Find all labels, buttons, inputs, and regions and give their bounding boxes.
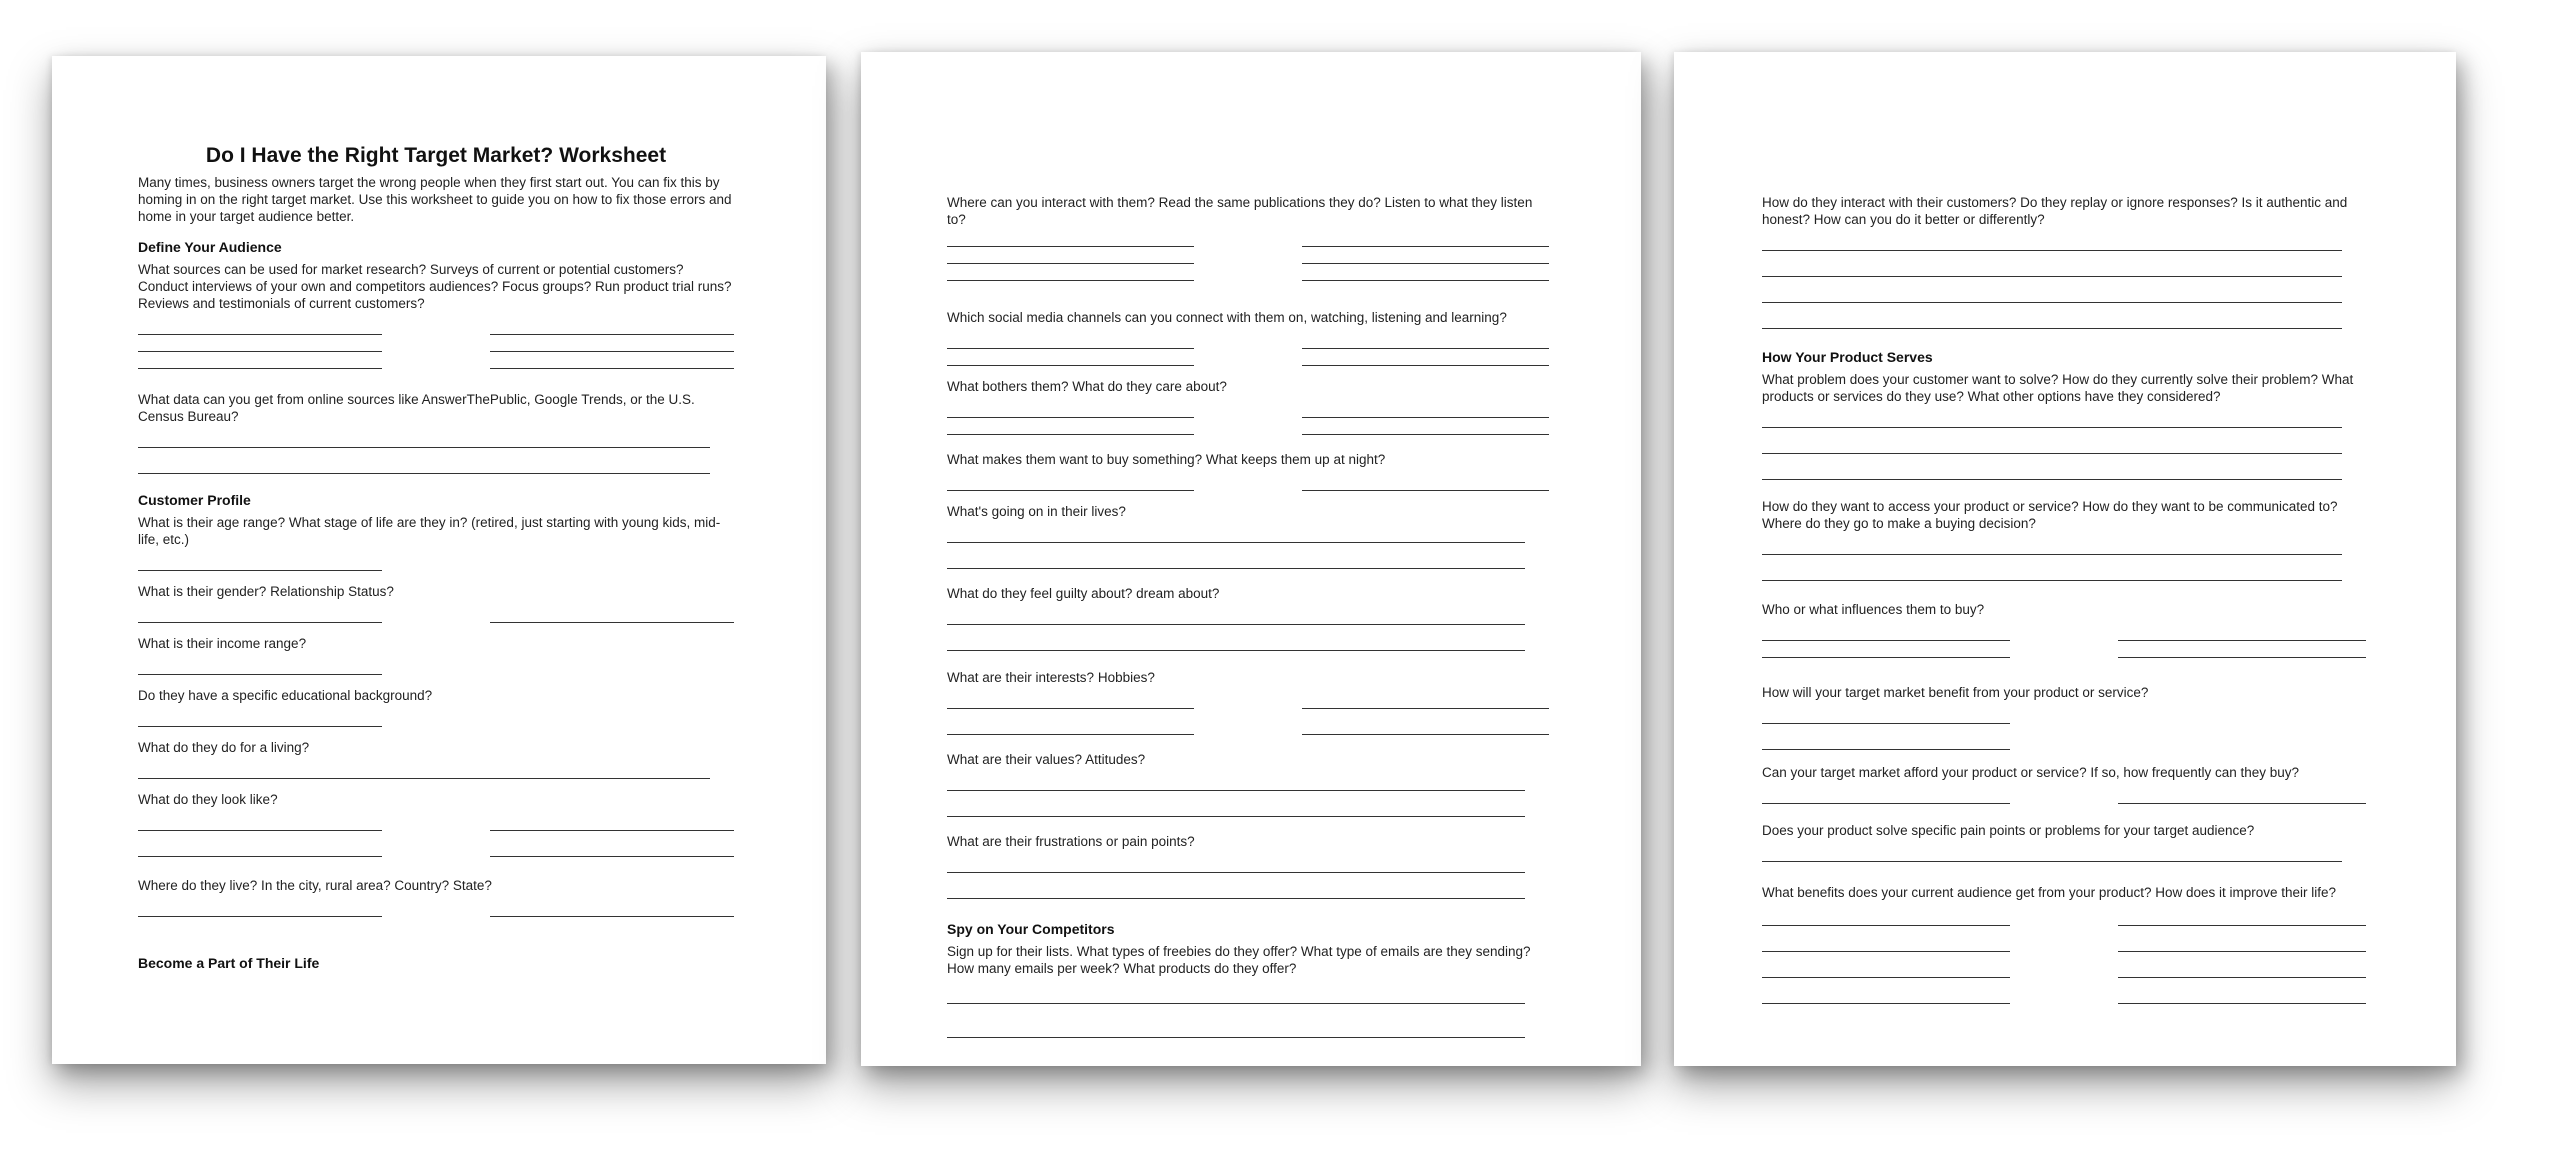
answer-line[interactable] [1302, 280, 1549, 281]
worksheet-page-1 [52, 56, 826, 1064]
answer-line[interactable] [2118, 803, 2366, 804]
answer-lines [947, 692, 1549, 735]
answer-line[interactable] [1302, 246, 1549, 247]
question-bothers: What bothers them? What do they care about? [947, 379, 1227, 394]
answer-lines [947, 774, 1549, 817]
answer-line[interactable] [2118, 951, 2366, 952]
question-pain-points: Does your product solve specific pain points or problems for your target audience? [1762, 823, 2255, 838]
answer-lines [138, 814, 734, 857]
answer-line[interactable] [2118, 640, 2366, 641]
answer-line[interactable] [1762, 951, 2010, 952]
page-title: Do I Have the Right Target Market? Worksheet [205, 144, 667, 167]
answer-line[interactable] [138, 570, 382, 571]
answer-line[interactable] [947, 365, 1194, 366]
question-influences: Who or what influences them to buy? [1762, 602, 1985, 617]
answer-line[interactable] [490, 856, 734, 857]
answer-line[interactable] [947, 708, 1194, 709]
answer-line[interactable] [138, 622, 382, 623]
answer-line[interactable] [947, 280, 1194, 281]
answer-line[interactable] [947, 816, 1525, 817]
worksheet-page-3 [1674, 52, 2456, 1066]
answer-line[interactable] [1302, 348, 1549, 349]
answer-line[interactable] [947, 734, 1194, 735]
section-heading-customer-profile: Customer Profile [138, 492, 251, 508]
question-problem: What problem does your customer want to solve? How do they currently solve their problem? What products or services do they use? What other options have they considered? [1762, 372, 2354, 404]
answer-lines [1762, 845, 2366, 862]
answer-lines [1762, 411, 2366, 480]
worksheet-page-2 [861, 52, 1641, 1066]
answer-lines [947, 230, 1549, 281]
answer-line[interactable] [490, 351, 734, 352]
answer-line[interactable] [1302, 365, 1549, 366]
answer-line[interactable] [2118, 1003, 2366, 1004]
answer-line[interactable] [490, 334, 734, 335]
question-buy-motivation: What makes them want to buy something? What keeps them up at night? [947, 452, 1386, 467]
answer-line[interactable] [1762, 803, 2010, 804]
question-lives: What's going on in their lives? [947, 504, 1126, 519]
answer-line[interactable] [490, 622, 734, 623]
answer-lines [138, 762, 734, 779]
question-occupation: What do they do for a living? [138, 740, 310, 755]
answer-line[interactable] [1762, 749, 2010, 750]
answer-line[interactable] [1762, 723, 2010, 724]
answer-line[interactable] [947, 348, 1194, 349]
answer-line[interactable] [1302, 734, 1549, 735]
answer-line[interactable] [138, 726, 382, 727]
question-income: What is their income range? [138, 636, 307, 651]
section-heading-spy-competitors: Spy on Your Competitors [947, 921, 1115, 937]
answer-line[interactable] [1302, 708, 1549, 709]
answer-line[interactable] [138, 916, 382, 917]
answer-lines [947, 401, 1549, 435]
answer-line[interactable] [1762, 925, 2010, 926]
answer-line[interactable] [947, 898, 1525, 899]
question-gender: What is their gender? Relationship Status? [138, 584, 394, 599]
answer-line[interactable] [1762, 302, 2342, 303]
section-heading-product-serves: How Your Product Serves [1762, 349, 1933, 365]
question-online-data: What data can you get from online sources like AnswerThePublic, Google Trends, or the U.S. Census Bureau? [138, 392, 695, 424]
answer-line[interactable] [138, 334, 382, 335]
answer-line[interactable] [947, 872, 1525, 873]
answer-line[interactable] [1762, 427, 2342, 428]
answer-line[interactable] [490, 830, 734, 831]
answer-line[interactable] [947, 490, 1194, 491]
answer-lines [1762, 909, 2366, 1004]
answer-line[interactable] [138, 368, 382, 369]
answer-line[interactable] [138, 447, 710, 448]
answer-lines [1762, 707, 2366, 750]
answer-lines [947, 474, 1549, 491]
question-education: Do they have a specific educational background? [138, 688, 433, 703]
answer-line[interactable] [947, 417, 1194, 418]
question-appearance: What do they look like? [138, 792, 278, 807]
answer-line[interactable] [1302, 417, 1549, 418]
answer-lines [138, 658, 734, 675]
answer-line[interactable] [947, 1037, 1525, 1038]
question-guilty: What do they feel guilty about? dream about? [947, 586, 1220, 601]
answer-lines [138, 554, 734, 571]
question-interests: What are their interests? Hobbies? [947, 670, 1155, 685]
answer-line[interactable] [947, 263, 1194, 264]
answer-line[interactable] [2118, 657, 2366, 658]
question-afford: Can your target market afford your product or service? If so, how frequently can they buy? [1762, 765, 2300, 780]
question-interact: Where can you interact with them? Read the same publications they do? Listen to what they listen to? [947, 195, 1533, 227]
answer-line[interactable] [947, 790, 1525, 791]
answer-line[interactable] [947, 568, 1525, 569]
answer-lines [1762, 234, 2366, 329]
answer-line[interactable] [138, 674, 382, 675]
answer-line[interactable] [1762, 640, 2010, 641]
answer-lines [947, 987, 1549, 1038]
answer-line[interactable] [1762, 580, 2342, 581]
answer-lines [947, 608, 1549, 651]
answer-line[interactable] [490, 916, 734, 917]
answer-lines [138, 318, 734, 369]
answer-line[interactable] [2118, 925, 2366, 926]
answer-line[interactable] [138, 473, 710, 474]
answer-lines [947, 526, 1549, 569]
answer-lines [138, 900, 734, 917]
question-benefit: How will your target market benefit from your product or service? [1762, 685, 2149, 700]
question-age: What is their age range? What stage of life are they in? (retired, just starting with young kids, mid-life, etc.) [138, 515, 721, 547]
answer-line[interactable] [1302, 263, 1549, 264]
answer-line[interactable] [1762, 554, 2342, 555]
answer-line[interactable] [138, 830, 382, 831]
answer-line[interactable] [947, 246, 1194, 247]
question-frustrations: What are their frustrations or pain points? [947, 834, 1195, 849]
question-customer-interaction: How do they interact with their customers? Do they replay or ignore responses? Is it authentic and honest? How can you do it better or differently? [1762, 195, 2348, 227]
question-values: What are their values? Attitudes? [947, 752, 1146, 767]
answer-line[interactable] [947, 542, 1525, 543]
answer-line[interactable] [1762, 453, 2342, 454]
question-location: Where do they live? In the city, rural area? Country? State? [138, 878, 492, 893]
answer-line[interactable] [1762, 657, 2010, 658]
section-heading-define-audience: Define Your Audience [138, 239, 282, 255]
answer-lines [138, 431, 734, 474]
answer-line[interactable] [490, 368, 734, 369]
answer-lines [1762, 787, 2366, 804]
answer-line[interactable] [947, 1003, 1525, 1004]
answer-line[interactable] [947, 650, 1525, 651]
answer-lines [947, 856, 1549, 899]
answer-line[interactable] [947, 434, 1194, 435]
question-research-sources: What sources can be used for market research? Surveys of current or potential customers? Conduct interviews of your own and competitors audiences? Focus groups? Run product trial runs? Reviews and testimonials of current customers? [138, 262, 732, 311]
answer-line[interactable] [1302, 434, 1549, 435]
answer-lines [1762, 624, 2366, 658]
answer-line[interactable] [1762, 250, 2342, 251]
answer-line[interactable] [138, 351, 382, 352]
answer-line[interactable] [1762, 479, 2342, 480]
answer-line[interactable] [2118, 977, 2366, 978]
answer-line[interactable] [1762, 276, 2342, 277]
question-competitor-lists: Sign up for their lists. What types of freebies do they offer? What type of emails are they sending? How many emails per week? What products do they offer? [947, 944, 1531, 976]
answer-line[interactable] [1762, 1003, 2010, 1004]
question-access: How do they want to access your product or service? How do they want to be communicated to? Where do they go to make a buying decision? [1762, 499, 2338, 531]
answer-line[interactable] [1302, 490, 1549, 491]
question-social-media: Which social media channels can you connect with them on, watching, listening and learning? [947, 310, 1507, 325]
answer-lines [947, 332, 1549, 366]
answer-line[interactable] [947, 624, 1525, 625]
answer-lines [138, 710, 734, 727]
intro-paragraph: Many times, business owners target the wrong people when they first start out. You can fix this by homing in on the right target market. Use this worksheet to guide you on how to fix those errors and home in your target audience better. [138, 175, 732, 224]
answer-lines [138, 606, 734, 623]
answer-line[interactable] [1762, 328, 2342, 329]
question-audience-benefits: What benefits does your current audience get from your product? How does it improve their life? [1762, 885, 2337, 900]
answer-lines [1762, 538, 2366, 581]
answer-line[interactable] [1762, 861, 2342, 862]
answer-line[interactable] [138, 778, 710, 779]
answer-line[interactable] [138, 856, 382, 857]
answer-line[interactable] [1762, 977, 2010, 978]
section-heading-part-of-life: Become a Part of Their Life [138, 955, 320, 971]
